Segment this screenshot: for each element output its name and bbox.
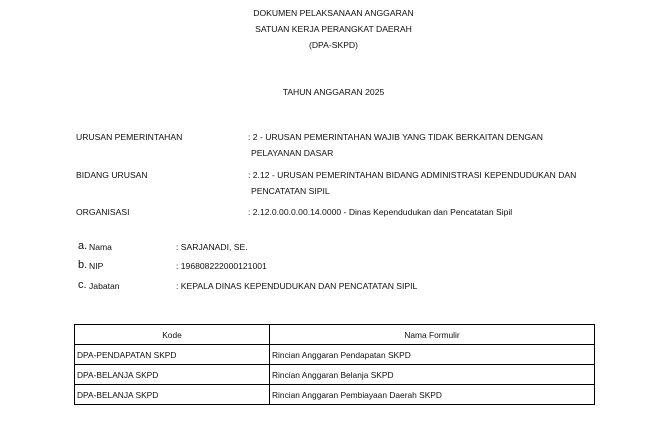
table-row [75, 345, 595, 365]
cell-nama-formulir: Rincian Anggaran Pembiayaan Daerah SKPD [270, 385, 595, 405]
official-letter-b: b. [78, 259, 88, 271]
cell-kode: DPA-BELANJA SKPD [75, 365, 270, 385]
doc-title-line1: DOKUMEN PELAKSANAAN ANGGARAN [253, 8, 414, 18]
info-label-bidang: BIDANG URUSAN [76, 170, 148, 180]
official-label-nama: Nama [89, 242, 112, 252]
info-value-urusan: : 2 - URUSAN PEMERINTAHAN WAJIB YANG TIDAK BERKAITAN DENGAN [248, 132, 543, 142]
info-value-bidang: : 2.12 - URUSAN PEMERINTAHAN BIDANG ADMINISTRASI KEPENDUDUKAN DAN [248, 170, 577, 180]
official-value-jabatan: : KEPALA DINAS KEPENDUDUKAN DAN PENCATATAN SIPIL [176, 281, 418, 291]
cell-nama-formulir: Rincian Anggaran Belanja SKPD [270, 365, 595, 385]
official-value-nip: : 196808222000121001 [176, 261, 267, 271]
info-label-urusan: URUSAN PEMERINTAHAN [76, 132, 183, 142]
form-table [74, 324, 595, 405]
info-value-bidang-cont: PENCATATAN SIPIL [251, 186, 330, 196]
info-value-urusan-cont: PELAYANAN DASAR [251, 148, 334, 158]
official-label-jabatan: Jabatan [89, 281, 120, 291]
cell-kode: DPA-PENDAPATAN SKPD [75, 345, 270, 365]
table-header-row [75, 325, 595, 345]
official-letter-a: a. [78, 240, 88, 252]
column-header-kode: Kode [75, 325, 270, 345]
cell-kode: DPA-BELANJA SKPD [75, 385, 270, 405]
table-row [75, 365, 595, 385]
doc-title-line3: (DPA-SKPD) [308, 40, 359, 50]
info-label-organisasi: ORGANISASI [76, 207, 130, 217]
official-label-nip: NIP [89, 261, 104, 271]
official-value-nama: : SARJANADI, SE. [176, 242, 248, 252]
info-value-organisasi: : 2.12.0.00.0.00.14.0000 - Dinas Kependudukan dan Pencatatan Sipil [248, 207, 513, 217]
official-letter-c: c. [78, 279, 87, 291]
table-row [75, 385, 595, 405]
doc-title-line2: SATUAN KERJA PERANGKAT DAERAH [255, 24, 412, 34]
budget-year: TAHUN ANGGARAN 2025 [282, 87, 385, 97]
cell-nama-formulir: Rincian Anggaran Pendapatan SKPD [270, 345, 595, 365]
column-header-nama-formulir: Nama Formulir [270, 325, 595, 345]
